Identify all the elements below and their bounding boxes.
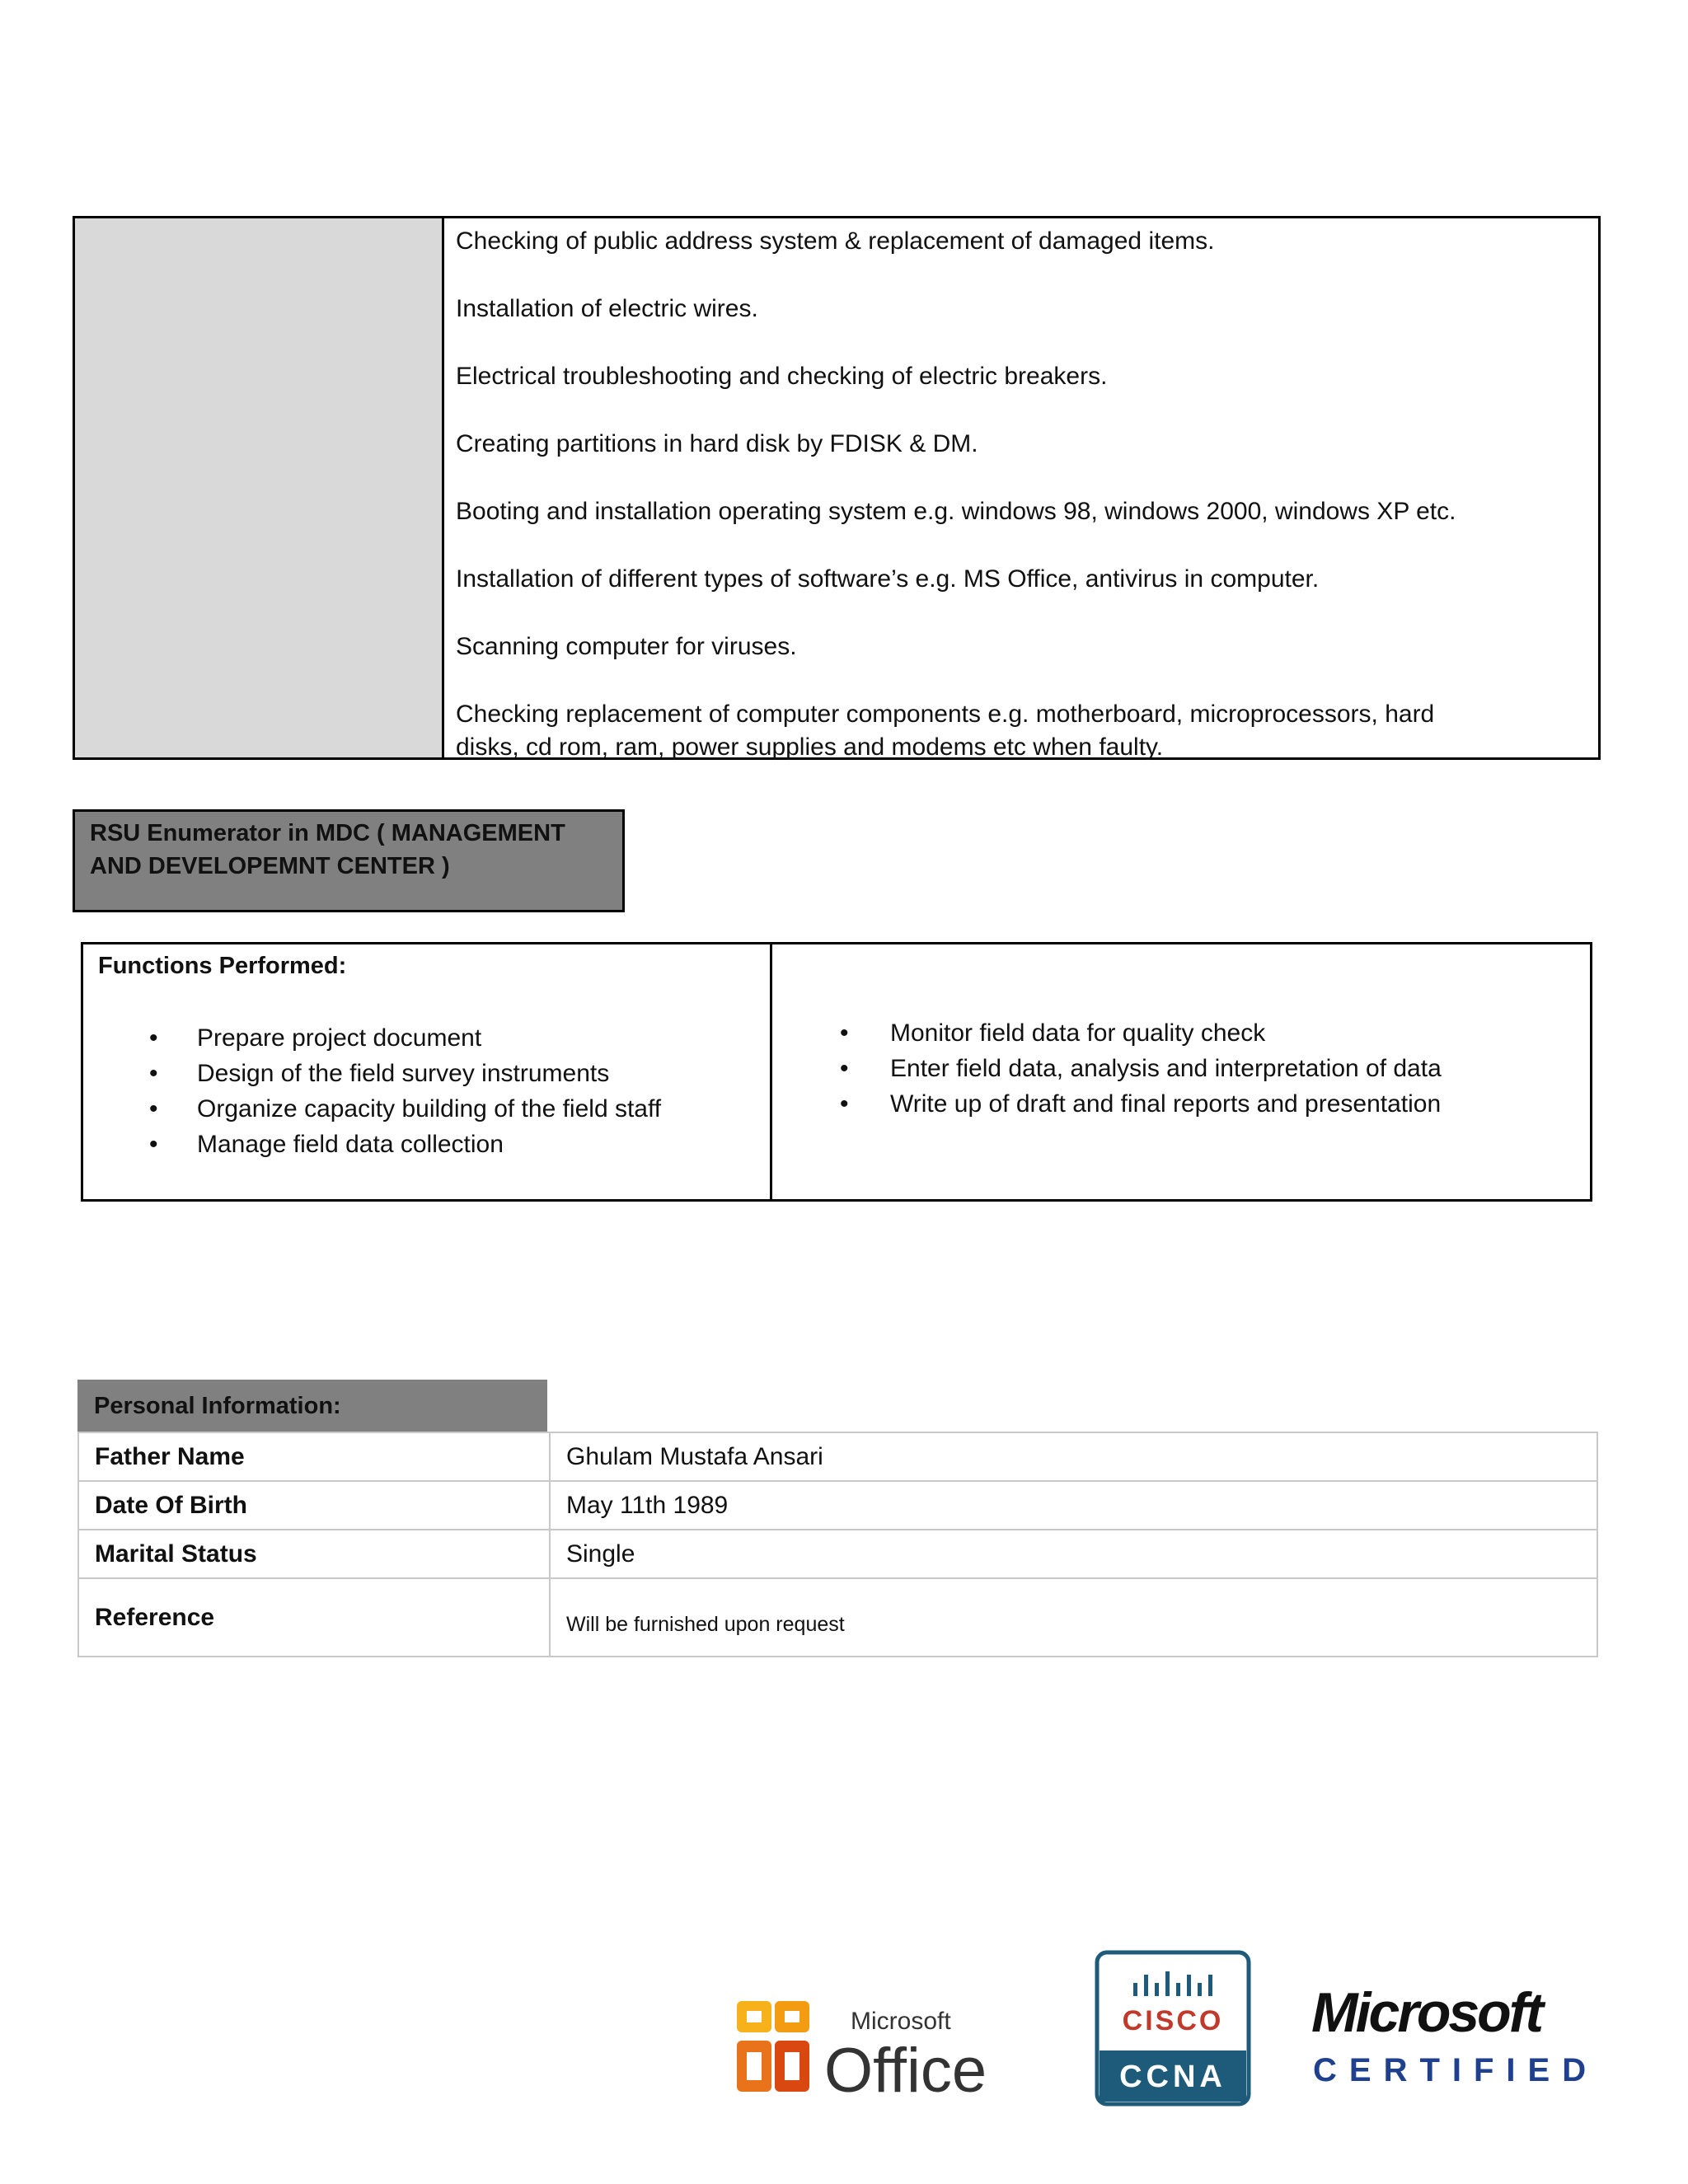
field-label: Reference [78, 1578, 550, 1657]
microsoft-brand-text: Microsoft [1311, 1981, 1541, 2044]
field-label: Date Of Birth [78, 1481, 550, 1530]
duty-item: Scanning computer for viruses. [456, 633, 797, 660]
function-item [772, 1086, 1590, 1122]
functions-heading: Functions Performed: [98, 953, 347, 979]
duties-list [444, 218, 1598, 761]
table-row [78, 1578, 1597, 1657]
field-value: May 11th 1989 [550, 1481, 1597, 1530]
field-label: Father Name [78, 1432, 550, 1481]
cisco-brand-text: CISCO [1122, 2005, 1224, 2036]
bullet-icon: • [149, 1131, 158, 1158]
function-text: Enter field data, analysis and interpretation of data [890, 1055, 1442, 1082]
personal-info-table [77, 1432, 1598, 1657]
personal-info-heading: Personal Information: [77, 1380, 547, 1432]
office-product-text: Office [824, 2036, 987, 2106]
office-logo-icon [734, 1994, 1030, 2110]
duty-item: Electrical troubleshooting and checking of electric breakers. [456, 363, 1108, 390]
duties-blank-cell [75, 218, 444, 757]
bullet-icon: • [149, 1060, 158, 1087]
bullet-icon: • [840, 1019, 849, 1047]
field-value: Will be furnished upon request [550, 1578, 1597, 1657]
ccna-text: CCNA [1119, 2060, 1226, 2094]
functions-list-right [772, 1015, 1590, 1122]
function-text: Prepare project document [197, 1024, 482, 1052]
duty-item: Installation of different types of software’s e.g. MS Office, antivirus in computer. [456, 565, 1320, 593]
table-row [78, 1432, 1597, 1481]
job-title-line-1: RSU Enumerator in MDC ( MANAGEMENT [90, 820, 565, 846]
field-label: Marital Status [78, 1530, 550, 1578]
job-title-line-2: AND DEVELOPEMNT CENTER ) [90, 853, 450, 879]
function-item [98, 1091, 770, 1127]
bullet-icon: • [149, 1024, 158, 1052]
function-text: Manage field data collection [197, 1131, 504, 1158]
table-row [78, 1481, 1597, 1530]
function-item [98, 1127, 770, 1162]
table-row [78, 1530, 1597, 1578]
duty-item: Installation of electric wires. [456, 295, 758, 322]
duties-table [73, 216, 1601, 760]
cisco-ccna-logo-icon [1095, 1950, 1251, 2107]
job-title-box [73, 809, 625, 912]
function-text: Write up of draft and final reports and presentation [890, 1090, 1442, 1118]
duty-item: Booting and installation operating system e.g. windows 98, windows 2000, windows XP etc. [456, 498, 1456, 525]
function-item [98, 1056, 770, 1091]
duty-item: Checking replacement of computer components e.g. motherboard, microprocessors, hard disks, cd rom, ram, power supplies and modems etc when faulty. [456, 701, 1435, 761]
function-item [772, 1051, 1590, 1086]
duty-item: Creating partitions in hard disk by FDISK & DM. [456, 430, 978, 457]
office-brand-text: Microsoft [851, 2008, 951, 2035]
microsoft-certified-logo-icon [1306, 1974, 1620, 2089]
functions-list-left [98, 1020, 770, 1162]
function-text: Monitor field data for quality check [890, 1019, 1266, 1047]
function-text: Design of the field survey instruments [197, 1060, 610, 1087]
bullet-icon: • [840, 1055, 849, 1082]
bullet-icon: • [149, 1095, 158, 1122]
functions-table [81, 942, 1592, 1202]
function-item [98, 1020, 770, 1056]
field-value: Ghulam Mustafa Ansari [550, 1432, 1597, 1481]
certified-text: CERTIFIED [1313, 2052, 1599, 2088]
function-text: Organize capacity building of the field staff [197, 1095, 662, 1122]
field-value: Single [550, 1530, 1597, 1578]
functions-right-cell [772, 944, 1590, 1199]
bullet-icon: • [840, 1090, 849, 1118]
functions-left-cell [83, 944, 772, 1199]
duty-item: Checking of public address system & replacement of damaged items. [456, 227, 1215, 255]
function-item [772, 1015, 1590, 1051]
